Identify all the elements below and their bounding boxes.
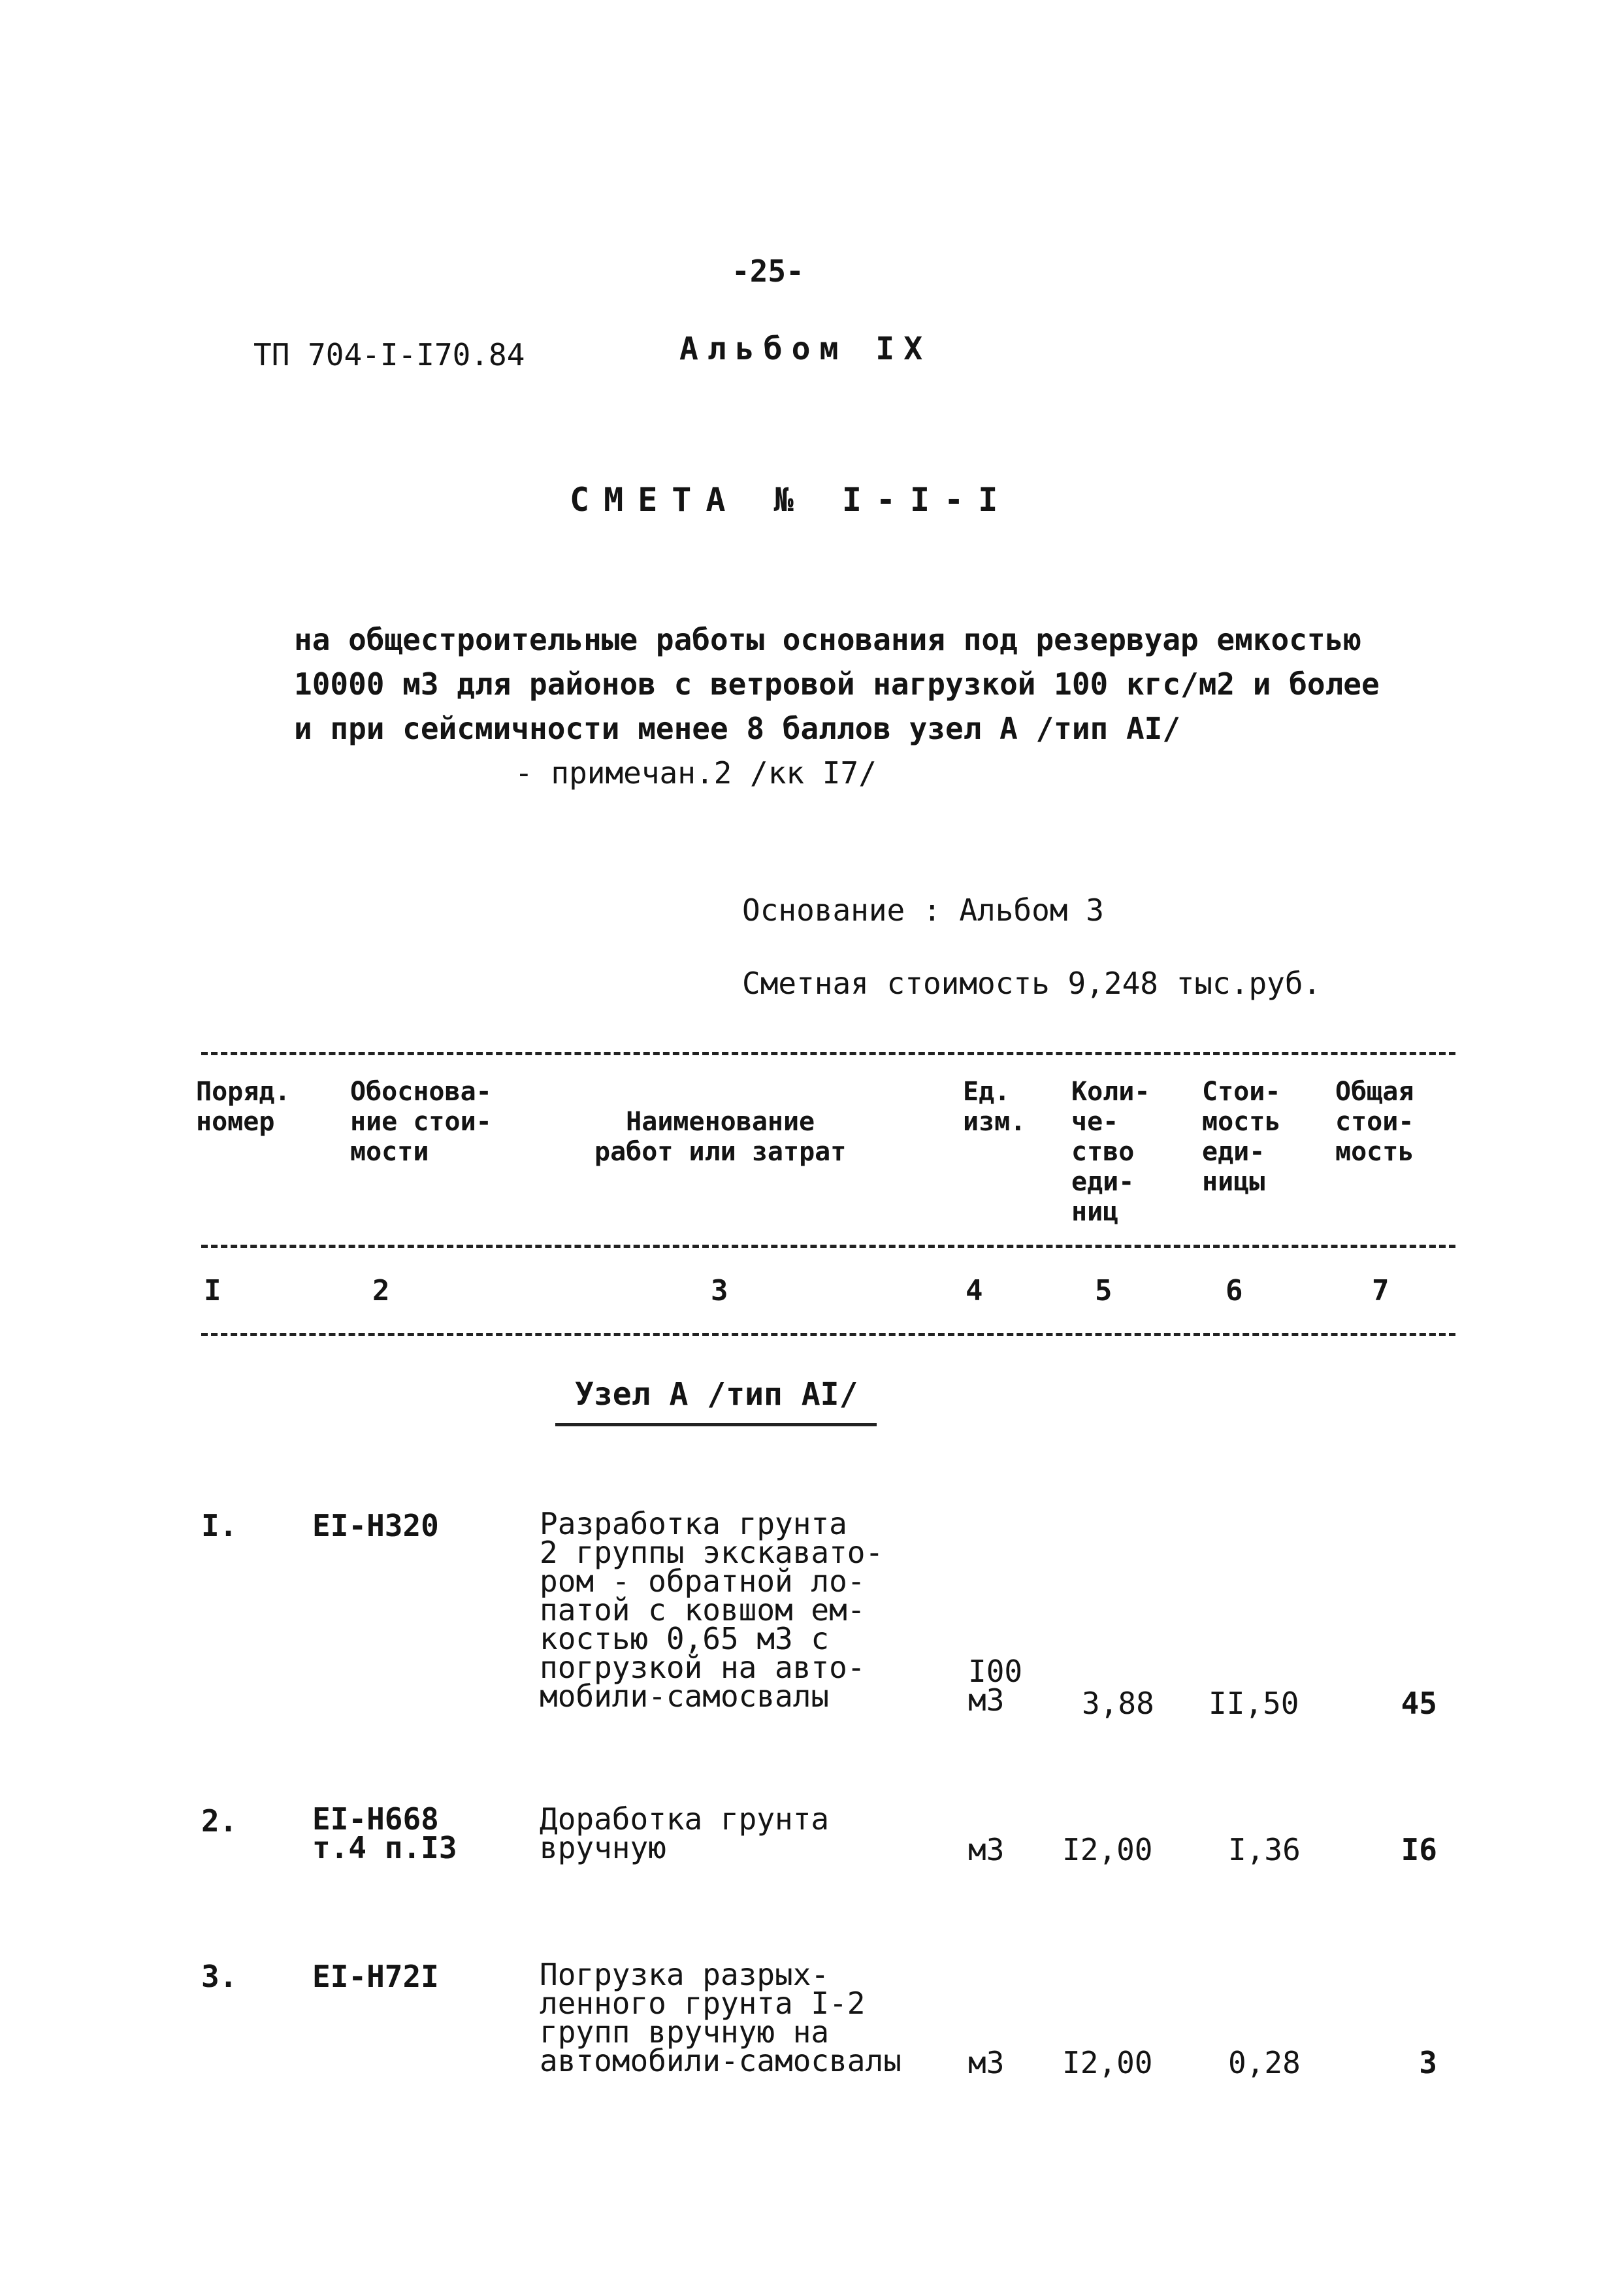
row-quantity: 3,88 — [1082, 1686, 1154, 1721]
column-numbers-rule — [201, 1333, 1455, 1336]
row-basis: ЕI-Н320 — [312, 1508, 439, 1543]
row-number: 2. — [201, 1803, 238, 1839]
row-number: I. — [201, 1508, 238, 1543]
row-total: 3 — [1419, 2045, 1437, 2080]
header-col-quantity: Коли- че- ство еди- ниц — [1071, 1077, 1150, 1227]
column-number: 2 — [372, 1274, 390, 1307]
estimated-cost-line: Сметная стоимость 9,248 тыс.руб. — [742, 966, 1322, 1001]
column-number: 3 — [711, 1274, 728, 1307]
row-unit: I00 м3 — [968, 1654, 1023, 1718]
row-total: I6 — [1401, 1832, 1437, 1867]
section-underline — [555, 1423, 877, 1426]
document-code: ТП 704-I-I70.84 — [253, 337, 525, 372]
description-line: 10000 м3 для районов с ветровой нагрузкой 100 кгс/м2 и более — [294, 666, 1380, 702]
header-col-total-cost: Общая стои- мость — [1335, 1077, 1414, 1167]
row-name: Доработка грунта вручную — [540, 1801, 830, 1865]
estimate-description — [294, 617, 1380, 795]
row-number: 3. — [201, 1959, 238, 1994]
description-line: на общестроительные работы основания под резервуар емкостью — [294, 622, 1361, 657]
row-total: 45 — [1401, 1686, 1437, 1721]
estimate-title: СМЕТА № I-I-I — [570, 481, 1013, 519]
description-line: - примечан.2 /кк I7/ — [515, 755, 877, 791]
page-number: -25- — [732, 254, 804, 289]
row-quantity: I2,00 — [1062, 2045, 1153, 2080]
column-number: 6 — [1226, 1274, 1243, 1307]
column-number: 7 — [1372, 1274, 1389, 1307]
description-line: и при сейсмичности менее 8 баллов узел А /тип АI/ — [294, 711, 1181, 746]
album-label: Альбом IX — [679, 331, 932, 367]
row-unit-cost: II,50 — [1209, 1686, 1299, 1721]
row-basis: ЕI-Н668 т.4 п.I3 — [312, 1801, 457, 1865]
header-col-basis: Обоснова- ние стои- мости — [350, 1077, 492, 1167]
row-unit: м3 — [968, 2045, 1005, 2080]
section-heading: Узел А /тип АI/ — [575, 1376, 858, 1413]
row-quantity: I2,00 — [1062, 1832, 1153, 1867]
row-name: Погрузка разрых- ленного грунта I-2 групп вручную на автомобили-самосвалы — [540, 1957, 901, 2078]
table-top-rule — [201, 1052, 1455, 1055]
header-col-unit-cost: Стои- мость еди- ницы — [1202, 1077, 1281, 1197]
header-col-order-number: Поряд. номер — [196, 1077, 291, 1137]
basis-line: Основание : Альбом 3 — [742, 893, 1104, 928]
row-unit-cost: I,36 — [1228, 1832, 1301, 1867]
header-col-name: Наименование работ или затрат — [594, 1107, 847, 1167]
column-number: 5 — [1095, 1274, 1112, 1307]
header-col-unit: Ед. изм. — [963, 1077, 1026, 1137]
row-name: Разработка грунта 2 группы экскавато- ром - обратной ло- патой с ковшом ем- костью 0,65 м3 с погрузкой на авто- мобили-самосвалы — [540, 1506, 884, 1714]
row-unit: м3 — [968, 1832, 1005, 1867]
column-number: I — [204, 1274, 221, 1307]
row-basis: ЕI-Н72I — [312, 1959, 439, 1994]
header-bottom-rule — [201, 1245, 1455, 1248]
row-unit-cost: 0,28 — [1228, 2045, 1301, 2080]
column-number: 4 — [966, 1274, 983, 1307]
